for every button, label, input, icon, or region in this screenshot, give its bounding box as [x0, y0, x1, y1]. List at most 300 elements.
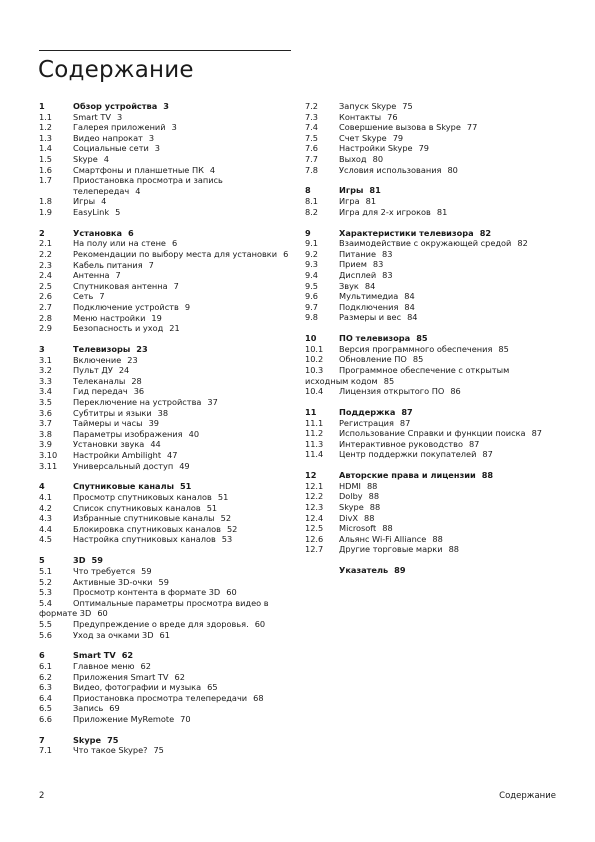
toc-title: Игры [73, 196, 96, 207]
toc-chapter-link[interactable] [305, 470, 555, 481]
toc-number: 3.9 [39, 439, 53, 450]
toc-entry-link[interactable] [305, 418, 555, 429]
toc-title: Контакты [339, 111, 382, 122]
toc-line [39, 249, 291, 260]
toc-title: Гид передач [73, 386, 128, 397]
toc-title: 3D [73, 555, 86, 566]
toc-entry-link[interactable] [39, 313, 291, 324]
toc-line [39, 101, 291, 112]
toc-number: 7.8 [305, 164, 319, 175]
toc-entry-link[interactable] [39, 714, 291, 725]
toc-line [39, 302, 291, 313]
toc-entry-link[interactable] [39, 503, 291, 514]
toc-entry-link[interactable] [305, 449, 555, 460]
toc-title: Переключение на устройства [73, 397, 202, 408]
toc-page-number: 79 [392, 132, 404, 143]
toc-number: 3.2 [39, 365, 53, 376]
toc-entry-link[interactable] [39, 524, 291, 535]
toc-title: Поддержка [339, 407, 396, 418]
toc-page-number: 7 [173, 280, 179, 291]
toc-entry-link[interactable] [39, 154, 291, 165]
toc-entry-link[interactable] [39, 386, 291, 397]
toc-title: Счет Skype [339, 132, 387, 143]
toc-line [39, 630, 291, 641]
toc-chapter-link[interactable] [305, 407, 555, 418]
toc-number: 9.6 [305, 291, 319, 302]
toc-entry-link[interactable] [39, 207, 291, 218]
toc-entry-link[interactable] [305, 544, 555, 555]
toc-entry-link[interactable] [39, 492, 291, 503]
toc-title: Параметры изображения [73, 428, 183, 439]
toc-line [305, 386, 555, 397]
toc-page-number: 39 [148, 418, 159, 429]
toc-page-number: 7 [148, 259, 154, 270]
toc-line [39, 154, 291, 165]
toc-number: 9.5 [305, 280, 319, 291]
toc-title: Меню настройки [73, 312, 146, 323]
toc-entry-link[interactable] [39, 418, 291, 429]
toc-section [39, 481, 291, 545]
toc-line [39, 196, 291, 207]
toc-page-number: 40 [188, 428, 200, 439]
toc-line [39, 270, 291, 281]
toc-entry-link[interactable] [305, 354, 555, 365]
toc-entry-link[interactable] [39, 365, 291, 376]
toc-entry-link[interactable] [39, 376, 291, 387]
toc-title: Skype [73, 153, 98, 164]
toc-page-number: 47 [167, 450, 178, 460]
toc-entry-link[interactable] [305, 196, 555, 207]
toc-page-number: 3 [171, 122, 177, 133]
toc-chapter-link[interactable] [305, 565, 555, 576]
toc-number: 1.2 [39, 122, 53, 133]
toc-number: 12.4 [305, 512, 324, 523]
toc-page-number: 36 [133, 386, 145, 397]
toc-page-number: 87 [482, 449, 493, 460]
toc-title: Настройка спутниковых каналов [73, 534, 216, 545]
toc-line [39, 408, 291, 419]
toc-page-number: 24 [118, 365, 130, 376]
toc-entry-link[interactable] [39, 745, 291, 756]
toc-page-number: 6 [283, 249, 289, 260]
toc-title: Сеть [73, 291, 94, 302]
toc-entry-link[interactable] [305, 259, 555, 270]
toc-number: 5.2 [39, 576, 53, 587]
toc-page-number: 79 [418, 143, 429, 154]
toc-line [39, 481, 291, 492]
toc-entry-link[interactable] [305, 238, 555, 249]
toc-number: 1 [39, 101, 45, 111]
toc-number: 5.6 [39, 629, 53, 640]
toc-title: Установки звука [73, 439, 145, 450]
toc-page-number: 83 [382, 269, 393, 280]
toc-entry-link[interactable] [305, 207, 555, 218]
toc-entry-link[interactable] [39, 408, 291, 419]
toc-chapter-link[interactable] [305, 228, 555, 239]
toc-number: 1.1 [39, 111, 53, 122]
toc-number: 3.11 [39, 460, 58, 471]
toc-page-number: 4 [101, 196, 107, 207]
toc-chapter-link[interactable] [39, 344, 291, 355]
toc-entry-link[interactable] [305, 112, 555, 123]
toc-number: 7 [39, 734, 45, 745]
footer-section-title: Содержание [499, 791, 556, 801]
toc-number: 9.3 [305, 259, 319, 270]
toc-page-number: 59 [141, 565, 152, 576]
toc-title: Избранные спутниковые каналы [73, 513, 215, 524]
toc-number: 2.4 [39, 270, 53, 281]
toc-title: Smart TV [73, 111, 111, 122]
toc-title: Универсальный доступ [73, 460, 174, 471]
toc-entry-link[interactable] [305, 122, 555, 133]
toc-entry-link[interactable] [39, 112, 291, 123]
toc-number: 6 [39, 650, 45, 661]
toc-line [305, 270, 555, 281]
toc-line [305, 143, 555, 154]
toc-number: 3.8 [39, 428, 53, 439]
toc-entry-link[interactable] [39, 302, 291, 313]
toc-chapter-link[interactable] [39, 650, 291, 661]
toc-entry-link[interactable] [305, 439, 555, 450]
toc-line [39, 714, 291, 725]
toc-chapter-link[interactable] [39, 228, 291, 239]
toc-entry-link[interactable] [305, 523, 555, 534]
toc-number: 2.2 [39, 249, 53, 260]
toc-entry-link[interactable] [39, 397, 291, 408]
toc-entry-link[interactable] [39, 513, 291, 524]
toc-entry-link[interactable] [305, 513, 555, 524]
toc-entry-link[interactable] [305, 101, 555, 112]
toc-line [39, 503, 291, 514]
toc-entry-link[interactable] [305, 143, 555, 154]
toc-number: 7.7 [305, 153, 319, 164]
toc-entry-link[interactable] [305, 302, 555, 313]
toc-entry-link[interactable] [305, 502, 555, 513]
toc-line [39, 598, 291, 619]
footer-page-number: 2 [39, 791, 45, 801]
toc-entry-link[interactable] [305, 133, 555, 144]
toc-title: Запуск Skype [339, 101, 397, 111]
toc-entry-link[interactable] [39, 249, 291, 260]
toc-title: Кабель питания [73, 259, 143, 270]
toc-section [305, 101, 555, 175]
toc-page-number: 76 [387, 111, 398, 122]
toc-page-number: 88 [364, 512, 375, 523]
toc-title: Smart TV [73, 650, 116, 661]
toc-entry-link[interactable] [39, 693, 291, 704]
toc-number: 1.9 [39, 206, 53, 217]
toc-line [39, 228, 291, 239]
toc-page-number: 28 [131, 375, 142, 386]
toc-number: 9.4 [305, 269, 319, 280]
toc-entry-link[interactable] [39, 672, 291, 683]
toc-title: Уход за очками 3D [73, 629, 154, 640]
toc-title: Спутниковые каналы [73, 481, 174, 492]
toc-title: Безопасность и уход [73, 323, 164, 334]
toc-page-number: 81 [436, 206, 448, 217]
toc-title: Указатель [339, 565, 389, 576]
toc-title: Настройки Ambilight [73, 450, 162, 460]
toc-title: Телевизоры [73, 344, 131, 355]
toc-line [305, 302, 555, 313]
toc-number: 12.5 [305, 523, 324, 534]
toc-title: Галерея приложений [73, 122, 166, 133]
toc-title: Звук [339, 280, 359, 291]
toc-page-number: 87 [468, 438, 480, 449]
toc-line [39, 735, 291, 746]
toc-number: 3.7 [39, 418, 53, 429]
toc-page-number: 60 [254, 618, 266, 629]
toc-page-number: 23 [127, 354, 138, 365]
toc-entry-link[interactable] [39, 450, 291, 461]
toc-entry-link[interactable] [305, 291, 555, 302]
toc-title: Включение [73, 354, 122, 365]
toc-entry-link[interactable] [305, 249, 555, 260]
toc-line [305, 238, 555, 249]
toc-page-number: 52 [226, 523, 238, 534]
toc-chapter-link[interactable] [39, 481, 291, 492]
toc-line [39, 418, 291, 429]
toc-entry-link[interactable] [39, 461, 291, 472]
toc-section [305, 470, 555, 555]
toc-line [305, 365, 555, 386]
toc-page-number: 7 [115, 270, 121, 281]
toc-entry-link[interactable] [39, 703, 291, 714]
toc-title: Дисплей [339, 269, 377, 280]
toc-title: Просмотр контента в формате 3D [73, 587, 221, 598]
toc-title: HDMI [339, 480, 361, 491]
toc-entry-link[interactable] [39, 281, 291, 292]
toc-number: 1.5 [39, 153, 53, 164]
toc-page-number: 84 [364, 280, 376, 291]
toc-line [39, 577, 291, 588]
toc-entry-link[interactable] [39, 355, 291, 366]
toc-entry-link[interactable] [305, 491, 555, 502]
toc-number: 1.4 [39, 143, 53, 154]
toc-number: 6.2 [39, 671, 53, 682]
toc-entry-link[interactable] [39, 682, 291, 693]
toc-entry-link[interactable] [39, 661, 291, 672]
toc-page-number: 85 [412, 354, 424, 365]
toc-page-number: 88 [481, 470, 494, 481]
toc-entry-link[interactable] [305, 270, 555, 281]
toc-page-number: 85 [498, 343, 509, 354]
toc-page-number: 61 [159, 629, 170, 640]
toc-line [305, 481, 555, 492]
toc-page-number: 88 [369, 502, 381, 513]
toc-entry-link[interactable] [305, 481, 555, 492]
toc-page-number: 87 [401, 407, 413, 418]
toc-number: 6.6 [39, 713, 53, 724]
toc-line [305, 428, 555, 439]
toc-line [39, 344, 291, 355]
toc-number: 10.2 [305, 354, 324, 365]
toc-entry-link[interactable] [39, 619, 291, 630]
toc-number: 2.3 [39, 259, 53, 270]
toc-line [305, 418, 555, 429]
toc-entry-link[interactable] [305, 365, 555, 386]
toc-title: Список спутниковых каналов [73, 502, 201, 513]
toc-entry-link[interactable] [39, 429, 291, 440]
toc-line [305, 101, 555, 112]
toc-number: 7.1 [39, 745, 53, 756]
toc-line [305, 291, 555, 302]
toc-number: 11.2 [305, 428, 324, 439]
toc-number: 3 [39, 344, 45, 355]
toc-number: 2.8 [39, 312, 53, 323]
title-rule [39, 50, 291, 51]
toc-entry-link[interactable] [39, 133, 291, 144]
toc-number: 6.1 [39, 660, 53, 671]
toc-number: 9.7 [305, 301, 319, 312]
toc-title: Что такое Skype? [73, 745, 148, 756]
toc-title: Приложения Smart TV [73, 671, 169, 682]
toc-page-number: 85 [383, 375, 395, 386]
toc-title: Просмотр спутниковых каналов [73, 492, 212, 503]
toc-title: Интерактивное руководство [339, 438, 463, 449]
toc-title: Игра [339, 196, 360, 207]
toc-page-number: 82 [479, 227, 492, 238]
toc-line [305, 513, 555, 524]
toc-entry-link[interactable] [39, 598, 291, 619]
toc-line [39, 376, 291, 387]
toc-line [305, 207, 555, 218]
toc-left-column [39, 101, 291, 766]
toc-number: 2.6 [39, 291, 53, 302]
toc-number: 6.3 [39, 682, 53, 693]
toc-page-number: 84 [407, 312, 418, 323]
toc-chapter-link[interactable] [39, 735, 291, 746]
toc-entry-link[interactable] [39, 122, 291, 133]
toc-title: DivX [339, 512, 359, 523]
toc-page-number: 3 [163, 101, 169, 111]
toc-entry-link[interactable] [305, 312, 555, 323]
toc-page-number: 44 [150, 439, 161, 450]
toc-title: Лицензия открытого ПО [339, 386, 445, 397]
toc-page-number: 77 [466, 122, 478, 133]
toc-line [39, 534, 291, 545]
page-title: Содержание [38, 57, 194, 83]
toc-line [39, 143, 291, 154]
toc-line [39, 397, 291, 408]
toc-title: Спутниковая антенна [73, 280, 168, 291]
toc-entry-link[interactable] [39, 165, 291, 176]
toc-entry-link[interactable] [39, 587, 291, 598]
toc-entry-link[interactable] [39, 260, 291, 271]
toc-entry-link[interactable] [39, 175, 291, 196]
toc-title: Выход [339, 153, 367, 164]
toc-entry-link[interactable] [305, 281, 555, 292]
toc-line [305, 534, 555, 545]
toc-line [305, 249, 555, 260]
toc-title: Таймеры и часы [73, 418, 143, 429]
toc-page-number: 60 [226, 587, 237, 598]
toc-title: Видео, фотографии и музыка [73, 682, 202, 693]
toc-entry-link[interactable] [39, 270, 291, 281]
toc-title: Центр поддержки покупателей [339, 449, 477, 460]
toc-entry-link[interactable] [305, 386, 555, 397]
toc-chapter-link[interactable] [305, 333, 555, 344]
toc-page-number: 53 [221, 534, 233, 545]
toc-page-number: 4 [135, 185, 141, 196]
toc-number: 1.6 [39, 164, 53, 175]
toc-number: 11.3 [305, 438, 324, 449]
toc-title: Регистрация [339, 417, 394, 428]
toc-page-number: 75 [107, 734, 119, 745]
toc-line [39, 122, 291, 133]
toc-page-number: 4 [209, 164, 216, 175]
toc-page-number: 86 [450, 386, 461, 397]
toc-line [39, 672, 291, 683]
toc-section [305, 228, 555, 323]
toc-entry-link[interactable] [39, 630, 291, 641]
toc-number: 7.2 [305, 101, 319, 111]
toc-number: 10 [305, 333, 317, 344]
toc-line [39, 429, 291, 440]
toc-entry-link[interactable] [305, 344, 555, 355]
toc-entry-link[interactable] [305, 534, 555, 545]
toc-entry-link[interactable] [39, 534, 291, 545]
toc-number: 7.4 [305, 122, 319, 133]
toc-entry-link[interactable] [39, 323, 291, 334]
toc-page-number: 51 [206, 502, 218, 513]
toc-number: 12.6 [305, 533, 324, 544]
toc-section [39, 228, 291, 334]
toc-title: Главное меню [73, 660, 135, 671]
toc-title: Приложение MyRemote [73, 713, 175, 724]
toc-title: Игра для 2-х игроков [339, 206, 431, 217]
toc-number: 2 [39, 227, 45, 238]
toc-page-number: 81 [365, 196, 377, 207]
toc-line [305, 165, 555, 176]
toc-entry-link[interactable] [39, 439, 291, 450]
toc-chapter-link[interactable] [305, 185, 555, 196]
toc-entry-link[interactable] [39, 196, 291, 207]
toc-line [39, 555, 291, 566]
toc-title: Мультимедиа [339, 291, 399, 302]
toc-number: 4.4 [39, 523, 53, 534]
toc-number: 5 [39, 555, 45, 566]
toc-title: Совершение вызова в Skype [339, 122, 461, 133]
toc-line [305, 491, 555, 502]
toc-entry-link[interactable] [39, 238, 291, 249]
toc-section [305, 407, 555, 460]
toc-right-column [305, 101, 555, 586]
toc-line [39, 238, 291, 249]
toc-entry-link[interactable] [305, 428, 555, 439]
toc-entry-link[interactable] [39, 291, 291, 302]
toc-entry-link[interactable] [39, 577, 291, 588]
toc-entry-link[interactable] [305, 154, 555, 165]
toc-entry-link[interactable] [305, 165, 555, 176]
toc-line [305, 565, 555, 576]
toc-title: Рекомендации по выбору места для установки [73, 249, 278, 260]
toc-number: 1.8 [39, 196, 53, 207]
toc-number: 4 [39, 481, 45, 492]
toc-chapter-link[interactable] [39, 101, 291, 112]
toc-chapter-link[interactable] [39, 555, 291, 566]
toc-page-number: 51 [217, 492, 229, 503]
toc-number: 12.7 [305, 544, 324, 555]
toc-title: Блокировка спутниковых каналов [73, 523, 221, 534]
toc-page-number: 80 [447, 164, 458, 175]
toc-line [39, 492, 291, 503]
toc-page-number: 3 [154, 143, 161, 154]
toc-number: 2.5 [39, 280, 53, 291]
toc-line [39, 133, 291, 144]
toc-entry-link[interactable] [39, 143, 291, 154]
toc-entry-link[interactable] [39, 566, 291, 577]
